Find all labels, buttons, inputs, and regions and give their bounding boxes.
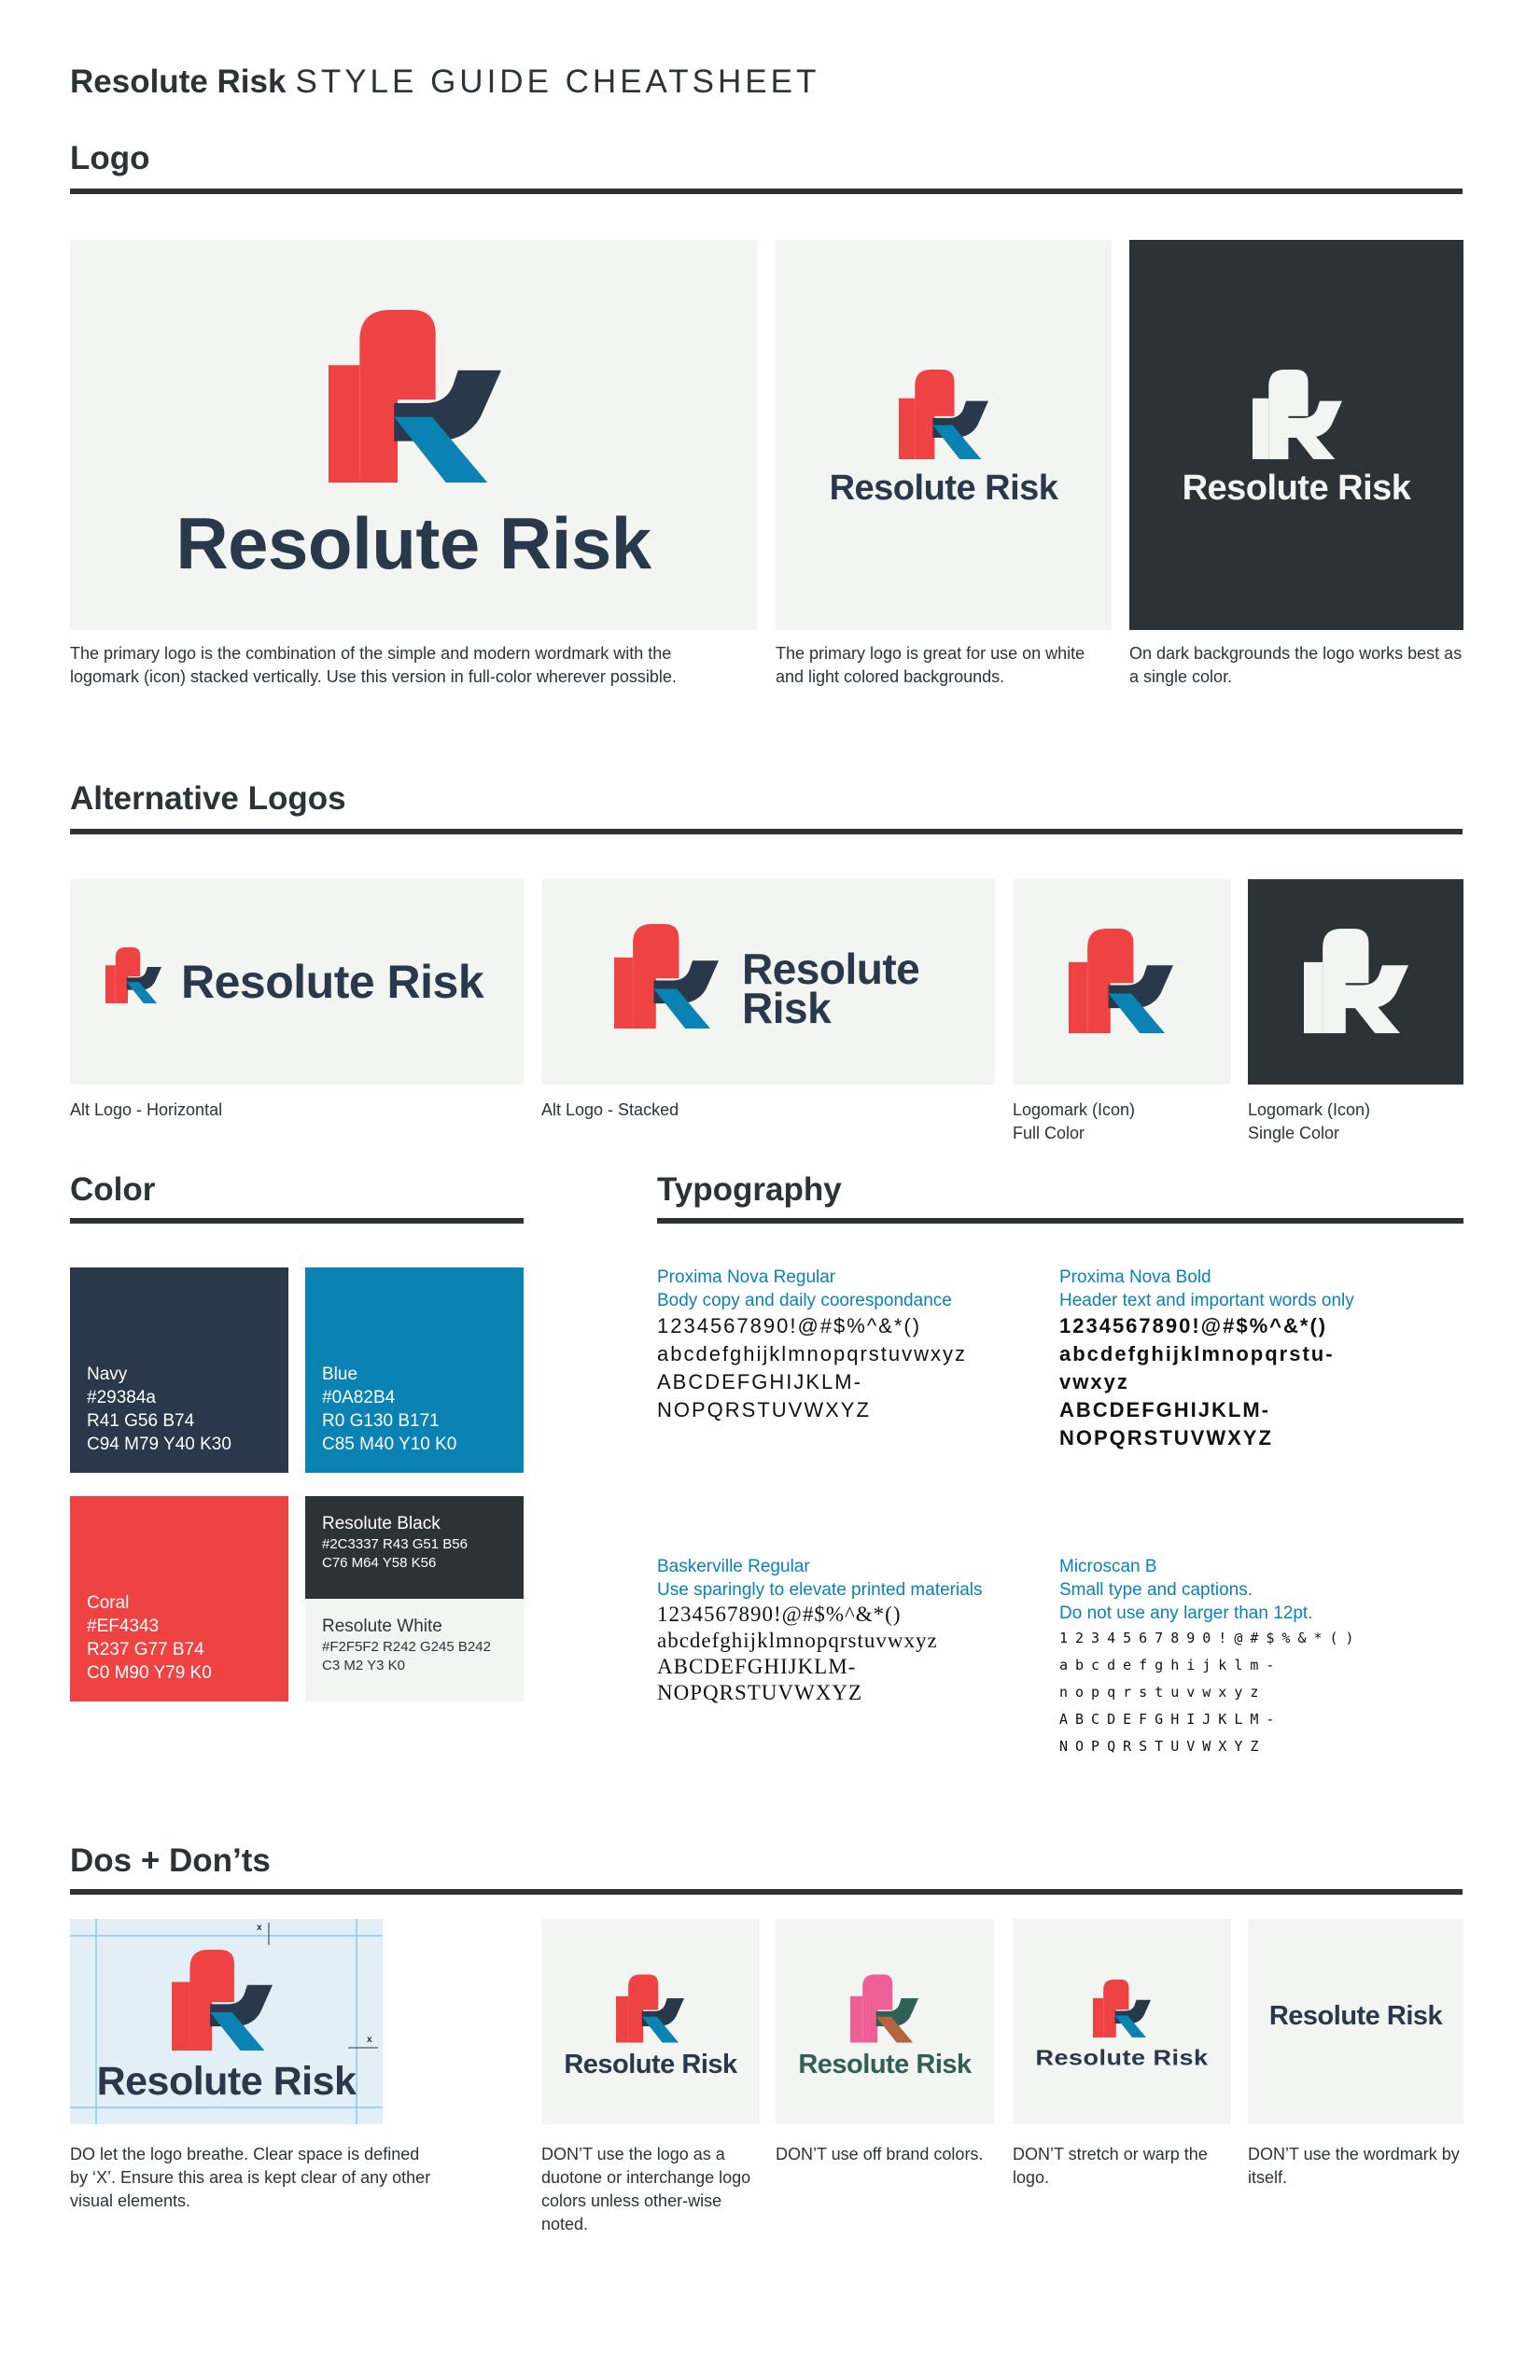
alt-stacked-panel <box>541 879 995 1085</box>
type-sample: 1234567890!@#$%^&*() <box>657 1314 922 1337</box>
clear-space-panel <box>70 1919 383 2124</box>
caption-line: Logomark (Icon) <box>1013 1100 1136 1119</box>
swatch-black <box>305 1496 524 1599</box>
swatch-name: Navy <box>87 1365 128 1384</box>
section-heading-dos-donts: Dos + Don’ts <box>70 1842 271 1879</box>
section-rule <box>70 829 1463 834</box>
section-heading-logo: Logo <box>70 140 150 176</box>
type-sample: ABCDEFGHIJKLM- <box>657 1370 862 1393</box>
section-rule <box>70 189 1463 194</box>
swatch-white <box>305 1599 524 1701</box>
caption-line: Logomark (Icon) <box>1248 1100 1371 1119</box>
swatch-cmyk: C85 M40 Y10 K0 <box>322 1435 457 1454</box>
dont-wordmark-panel <box>1248 1919 1463 2124</box>
typeface-microscan <box>1059 1555 1362 1760</box>
wordmark: Resolute Risk <box>798 2050 972 2079</box>
swatch-rgb: R0 G130 B171 <box>322 1411 440 1431</box>
swatch-hex: #EF4343 <box>87 1617 160 1636</box>
swatch-cmyk: C0 M90 Y79 K0 <box>87 1663 212 1683</box>
dont-stretch-caption: DON’T stretch or warp the logo. <box>1013 2145 1208 2187</box>
swatch-values: C76 M64 Y58 K56 <box>322 1555 437 1571</box>
wordmark: Resolute Risk <box>1182 469 1411 508</box>
swatch-coral <box>70 1496 288 1701</box>
alt-stacked-caption: Alt Logo - Stacked <box>541 1100 679 1119</box>
typeface-usage: Use sparingly to elevate printed materials <box>657 1580 983 1600</box>
dark-logo-caption: On dark backgrounds the logo works best as a single color. <box>1129 644 1463 686</box>
icon-full-caption <box>1013 1099 1135 1145</box>
typeface-proxima-bold <box>1059 1266 1354 1452</box>
title-rest: STYLE GUIDE CHEATSHEET <box>295 63 820 100</box>
primary-logo-caption: The primary logo is the combination of the simple and modern wordmark with the logomark (icon) stacked vertically. Use this version in full-color wherever possible. <box>70 644 677 686</box>
type-sample: abcdefghijklm- <box>1059 1657 1282 1673</box>
logomark-icon <box>614 918 719 1034</box>
dont-duotone-panel <box>541 1919 760 2124</box>
typeface-name: Microscan B <box>1059 1557 1157 1576</box>
typeface-usage: Header text and important words only <box>1059 1291 1354 1310</box>
logomark-white-icon <box>1253 366 1342 463</box>
swatch-cmyk: C94 M79 Y40 K30 <box>87 1435 231 1454</box>
wordmark: Resolute Risk <box>1035 2046 1209 2070</box>
section-heading-color: Color <box>70 1171 156 1208</box>
type-sample: NOPQRSTUVWXYZ <box>1059 1738 1267 1755</box>
type-sample: nopqrstuvwxyz <box>1059 1684 1267 1701</box>
icon-single-color-panel <box>1248 879 1463 1085</box>
swatch-values: #F2F5F2 R242 G245 B242 <box>322 1639 491 1655</box>
logomark-stretched-icon <box>1084 1980 1160 2037</box>
title-brand: Resolute Risk <box>70 63 287 100</box>
wordmark-line-2: Risk <box>742 984 832 1032</box>
wordmark-stacked <box>742 945 920 1032</box>
section-rule <box>70 1889 1463 1895</box>
logomark-icon <box>1069 923 1173 1039</box>
type-sample: NOPQRSTUVWXYZ <box>1059 1426 1273 1449</box>
dont-wordmark-caption: DON’T use the wordmark by itself. <box>1248 2145 1460 2187</box>
icon-full-color-panel <box>1013 879 1231 1085</box>
type-sample: vwxyz <box>1059 1370 1129 1393</box>
swatch-name: Blue <box>322 1365 358 1384</box>
swatch-name: Resolute White <box>322 1617 442 1636</box>
caption-line: Full Color <box>1013 1124 1085 1142</box>
primary-logo-panel <box>70 240 757 630</box>
wordmark: Resolute Risk <box>181 956 484 1008</box>
light-logo-panel <box>776 240 1112 630</box>
logomark-icon <box>616 1971 684 2046</box>
type-sample: 1234567890!@#$%^&*() <box>657 1603 902 1626</box>
wordmark: Resolute Risk <box>1268 2001 1443 2031</box>
logomark-icon <box>899 366 988 463</box>
dont-duotone-caption: DON’T use the logo as a duotone or interchange logo colors unless other-wise noted. <box>541 2145 751 2233</box>
wordmark: Resolute Risk <box>96 2059 357 2104</box>
section-heading-typography: Typography <box>657 1171 842 1208</box>
logomark-icon <box>329 301 501 492</box>
typeface-name: Proxima Nova Bold <box>1059 1267 1211 1287</box>
alt-horizontal-panel <box>70 879 524 1085</box>
alt-horizontal-caption: Alt Logo - Horizontal <box>70 1100 223 1119</box>
wordmark: Resolute Risk <box>175 502 651 584</box>
swatch-values: #2C3337 R43 G51 B56 <box>322 1536 468 1552</box>
page-title <box>70 63 819 101</box>
dont-off-brand-panel <box>776 1919 994 2124</box>
swatch-hex: #29384a <box>87 1388 156 1407</box>
logomark-icon <box>105 945 161 1006</box>
typeface-usage: Small type and captions. <box>1059 1580 1253 1600</box>
typeface-usage: Body copy and daily coorespondance <box>657 1291 952 1310</box>
type-sample: NOPQRSTUVWXYZ <box>657 1398 871 1421</box>
type-sample: abcdefghijklmnopqrstuvwxyz <box>657 1342 968 1365</box>
type-sample: 1234567890!@#$%&*() <box>1059 1630 1362 1646</box>
clear-space-x-right: x <box>367 2035 372 2045</box>
type-sample: abcdefghijklmnopqrstu- <box>1059 1342 1335 1365</box>
swatch-rgb: R41 G56 B74 <box>87 1411 195 1431</box>
swatch-values: C3 M2 Y3 K0 <box>322 1658 405 1673</box>
wordmark: Resolute Risk <box>564 2050 737 2079</box>
logomark-off-brand-icon <box>850 1971 918 2046</box>
type-sample: abcdefghijklmnopqrstuvwxyz <box>657 1629 938 1652</box>
wordmark-line-1: Resolute <box>742 945 920 993</box>
swatch-blue <box>305 1267 524 1473</box>
type-sample: ABCDEFGHIJKLM- <box>1059 1711 1282 1728</box>
typeface-usage: Do not use any larger than 12pt. <box>1059 1603 1313 1623</box>
section-rule <box>70 1218 524 1224</box>
type-sample: NOPQRSTUVWXYZ <box>657 1681 862 1704</box>
swatch-name: Resolute Black <box>322 1514 441 1533</box>
section-rule <box>657 1218 1463 1224</box>
clear-space-x-top: x <box>257 1923 262 1933</box>
logomark-icon <box>172 1945 273 2055</box>
caption-line: Single Color <box>1248 1124 1340 1142</box>
swatch-navy <box>70 1267 288 1473</box>
type-sample: ABCDEFGHIJKLM- <box>657 1655 857 1678</box>
light-logo-caption: The primary logo is great for use on white and light colored backgrounds. <box>776 644 1085 686</box>
swatch-rgb: R237 G77 B74 <box>87 1640 204 1659</box>
swatch-name: Coral <box>87 1593 130 1613</box>
typeface-name: Baskerville Regular <box>657 1557 810 1576</box>
wordmark: Resolute Risk <box>829 469 1058 508</box>
typeface-proxima-regular <box>657 1266 967 1424</box>
do-clear-space-caption: DO let the logo breathe. Clear space is defined by ‘X’. Ensure this area is kept clear of any other visual elements. <box>70 2145 431 2210</box>
dont-stretch-panel <box>1013 1919 1231 2124</box>
icon-single-caption <box>1248 1099 1370 1145</box>
typeface-baskerville <box>657 1555 983 1706</box>
type-sample: 1234567890!@#$%^&*() <box>1059 1314 1328 1337</box>
typeface-name: Proxima Nova Regular <box>657 1267 836 1287</box>
swatch-hex: #0A82B4 <box>322 1388 396 1407</box>
logomark-white-icon <box>1304 923 1408 1039</box>
type-sample: ABCDEFGHIJKLM- <box>1059 1398 1270 1421</box>
section-heading-alt-logos: Alternative Logos <box>70 780 346 817</box>
dark-logo-panel <box>1129 240 1463 630</box>
dont-colors-caption: DON’T use off brand colors. <box>776 2145 984 2163</box>
